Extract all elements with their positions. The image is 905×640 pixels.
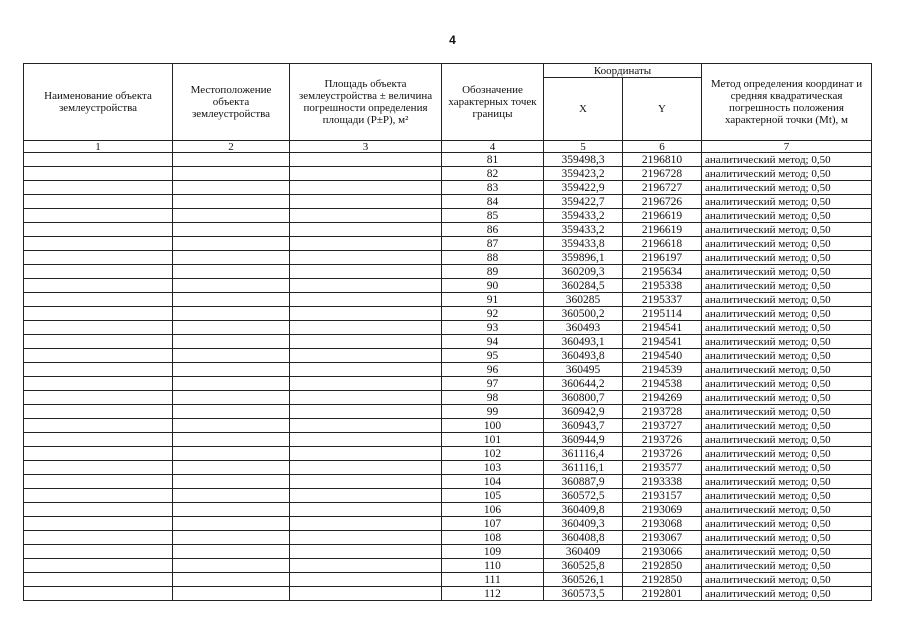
cell-location bbox=[173, 237, 290, 251]
column-number: 1 bbox=[24, 141, 173, 153]
table-row bbox=[24, 503, 872, 517]
cell-point: 96 bbox=[442, 363, 544, 377]
cell-area bbox=[290, 517, 442, 531]
header-x: X bbox=[544, 78, 623, 141]
cell-area bbox=[290, 433, 442, 447]
cell-location bbox=[173, 195, 290, 209]
cell-x: 360285 bbox=[544, 293, 623, 307]
cell-area bbox=[290, 349, 442, 363]
table-header bbox=[24, 64, 872, 153]
column-number: 2 bbox=[173, 141, 290, 153]
cell-point: 85 bbox=[442, 209, 544, 223]
cell-method: аналитический метод; 0,50 bbox=[702, 377, 872, 391]
cell-object-name bbox=[24, 587, 173, 601]
cell-location bbox=[173, 461, 290, 475]
cell-area bbox=[290, 335, 442, 349]
cell-object-name bbox=[24, 573, 173, 587]
cell-location bbox=[173, 447, 290, 461]
cell-y: 2192801 bbox=[623, 587, 702, 601]
cell-y: 2194541 bbox=[623, 321, 702, 335]
header-object-name: Наименование объекта землеустройства bbox=[24, 64, 173, 141]
cell-area bbox=[290, 363, 442, 377]
header-method: Метод определения координат и средняя квадратическая погрешность положения характерной точки (Mt), м bbox=[702, 64, 872, 141]
cell-method: аналитический метод; 0,50 bbox=[702, 181, 872, 195]
cell-method: аналитический метод; 0,50 bbox=[702, 265, 872, 279]
cell-object-name bbox=[24, 321, 173, 335]
table-row bbox=[24, 321, 872, 335]
column-number: 7 bbox=[702, 141, 872, 153]
cell-area bbox=[290, 405, 442, 419]
cell-y: 2195338 bbox=[623, 279, 702, 293]
table-row bbox=[24, 419, 872, 433]
header-y: Y bbox=[623, 78, 702, 141]
cell-x: 360209,3 bbox=[544, 265, 623, 279]
cell-area bbox=[290, 545, 442, 559]
cell-object-name bbox=[24, 293, 173, 307]
cell-object-name bbox=[24, 405, 173, 419]
cell-x: 360942,9 bbox=[544, 405, 623, 419]
cell-point: 92 bbox=[442, 307, 544, 321]
cell-object-name bbox=[24, 307, 173, 321]
cell-object-name bbox=[24, 559, 173, 573]
cell-object-name bbox=[24, 475, 173, 489]
cell-area bbox=[290, 531, 442, 545]
cell-y: 2193728 bbox=[623, 405, 702, 419]
table-row bbox=[24, 251, 872, 265]
cell-x: 360525,8 bbox=[544, 559, 623, 573]
cell-x: 360572,5 bbox=[544, 489, 623, 503]
table-row bbox=[24, 475, 872, 489]
cell-area bbox=[290, 293, 442, 307]
cell-point: 93 bbox=[442, 321, 544, 335]
column-number: 5 bbox=[544, 141, 623, 153]
column-number: 6 bbox=[623, 141, 702, 153]
cell-x: 360644,2 bbox=[544, 377, 623, 391]
cell-method: аналитический метод; 0,50 bbox=[702, 307, 872, 321]
cell-y: 2193338 bbox=[623, 475, 702, 489]
cell-location bbox=[173, 419, 290, 433]
cell-area bbox=[290, 377, 442, 391]
cell-method: аналитический метод; 0,50 bbox=[702, 517, 872, 531]
cell-y: 2192850 bbox=[623, 573, 702, 587]
cell-point: 97 bbox=[442, 377, 544, 391]
cell-area bbox=[290, 209, 442, 223]
cell-x: 360800,7 bbox=[544, 391, 623, 405]
cell-x: 360500,2 bbox=[544, 307, 623, 321]
cell-point: 86 bbox=[442, 223, 544, 237]
cell-y: 2196618 bbox=[623, 237, 702, 251]
cell-y: 2193726 bbox=[623, 433, 702, 447]
cell-object-name bbox=[24, 335, 173, 349]
cell-method: аналитический метод; 0,50 bbox=[702, 335, 872, 349]
table-row bbox=[24, 531, 872, 545]
cell-y: 2196619 bbox=[623, 223, 702, 237]
page-number: 4 bbox=[449, 33, 456, 47]
cell-method: аналитический метод; 0,50 bbox=[702, 321, 872, 335]
cell-point: 109 bbox=[442, 545, 544, 559]
cell-object-name bbox=[24, 181, 173, 195]
cell-object-name bbox=[24, 265, 173, 279]
header-area: Площадь объекта землеустройства ± величина погрешности определения площади (P±P), м² bbox=[290, 64, 442, 141]
cell-object-name bbox=[24, 419, 173, 433]
cell-method: аналитический метод; 0,50 bbox=[702, 195, 872, 209]
cell-location bbox=[173, 475, 290, 489]
cell-point: 82 bbox=[442, 167, 544, 181]
cell-y: 2195114 bbox=[623, 307, 702, 321]
cell-location bbox=[173, 377, 290, 391]
cell-area bbox=[290, 587, 442, 601]
cell-object-name bbox=[24, 377, 173, 391]
cell-x: 360409 bbox=[544, 545, 623, 559]
cell-location bbox=[173, 517, 290, 531]
table-row bbox=[24, 461, 872, 475]
cell-y: 2194269 bbox=[623, 391, 702, 405]
cell-y: 2196197 bbox=[623, 251, 702, 265]
cell-location bbox=[173, 349, 290, 363]
cell-location bbox=[173, 167, 290, 181]
cell-object-name bbox=[24, 503, 173, 517]
table-row bbox=[24, 587, 872, 601]
cell-object-name bbox=[24, 167, 173, 181]
cell-x: 359422,9 bbox=[544, 181, 623, 195]
cell-x: 359433,2 bbox=[544, 209, 623, 223]
cell-location bbox=[173, 559, 290, 573]
cell-object-name bbox=[24, 237, 173, 251]
cell-y: 2193577 bbox=[623, 461, 702, 475]
cell-object-name bbox=[24, 545, 173, 559]
cell-method: аналитический метод; 0,50 bbox=[702, 433, 872, 447]
table-row bbox=[24, 335, 872, 349]
cell-location bbox=[173, 587, 290, 601]
cell-method: аналитический метод; 0,50 bbox=[702, 573, 872, 587]
cell-area bbox=[290, 279, 442, 293]
cell-point: 95 bbox=[442, 349, 544, 363]
table-row bbox=[24, 181, 872, 195]
cell-area bbox=[290, 223, 442, 237]
coordinates-table bbox=[23, 63, 872, 601]
table-row bbox=[24, 153, 872, 167]
cell-point: 88 bbox=[442, 251, 544, 265]
table-row bbox=[24, 209, 872, 223]
cell-area bbox=[290, 237, 442, 251]
cell-y: 2193068 bbox=[623, 517, 702, 531]
cell-method: аналитический метод; 0,50 bbox=[702, 167, 872, 181]
cell-method: аналитический метод; 0,50 bbox=[702, 391, 872, 405]
cell-point: 89 bbox=[442, 265, 544, 279]
cell-point: 111 bbox=[442, 573, 544, 587]
cell-area bbox=[290, 419, 442, 433]
cell-y: 2194538 bbox=[623, 377, 702, 391]
cell-x: 360493 bbox=[544, 321, 623, 335]
cell-location bbox=[173, 433, 290, 447]
column-number: 4 bbox=[442, 141, 544, 153]
cell-point: 98 bbox=[442, 391, 544, 405]
cell-x: 359423,2 bbox=[544, 167, 623, 181]
cell-method: аналитический метод; 0,50 bbox=[702, 293, 872, 307]
cell-area bbox=[290, 307, 442, 321]
cell-point: 106 bbox=[442, 503, 544, 517]
cell-point: 84 bbox=[442, 195, 544, 209]
cell-location bbox=[173, 223, 290, 237]
header-location: Местоположение объекта землеустройства bbox=[173, 64, 290, 141]
cell-method: аналитический метод; 0,50 bbox=[702, 405, 872, 419]
table-row bbox=[24, 293, 872, 307]
cell-point: 91 bbox=[442, 293, 544, 307]
cell-method: аналитический метод; 0,50 bbox=[702, 363, 872, 377]
cell-area bbox=[290, 475, 442, 489]
cell-method: аналитический метод; 0,50 bbox=[702, 349, 872, 363]
cell-object-name bbox=[24, 363, 173, 377]
cell-y: 2196728 bbox=[623, 167, 702, 181]
cell-location bbox=[173, 307, 290, 321]
cell-point: 101 bbox=[442, 433, 544, 447]
cell-point: 99 bbox=[442, 405, 544, 419]
table-row bbox=[24, 223, 872, 237]
cell-area bbox=[290, 573, 442, 587]
cell-y: 2193727 bbox=[623, 419, 702, 433]
cell-x: 359896,1 bbox=[544, 251, 623, 265]
cell-location bbox=[173, 391, 290, 405]
cell-point: 103 bbox=[442, 461, 544, 475]
cell-x: 359433,2 bbox=[544, 223, 623, 237]
cell-y: 2194541 bbox=[623, 335, 702, 349]
header-point: Обозначение характерных точек границы bbox=[442, 64, 544, 141]
cell-point: 107 bbox=[442, 517, 544, 531]
cell-y: 2192850 bbox=[623, 559, 702, 573]
cell-y: 2195337 bbox=[623, 293, 702, 307]
cell-location bbox=[173, 265, 290, 279]
cell-area bbox=[290, 167, 442, 181]
cell-x: 360409,3 bbox=[544, 517, 623, 531]
table-row bbox=[24, 279, 872, 293]
cell-method: аналитический метод; 0,50 bbox=[702, 461, 872, 475]
cell-area bbox=[290, 251, 442, 265]
cell-object-name bbox=[24, 531, 173, 545]
cell-object-name bbox=[24, 153, 173, 167]
table-row bbox=[24, 391, 872, 405]
cell-point: 110 bbox=[442, 559, 544, 573]
cell-object-name bbox=[24, 447, 173, 461]
cell-area bbox=[290, 181, 442, 195]
cell-x: 360944,9 bbox=[544, 433, 623, 447]
cell-method: аналитический метод; 0,50 bbox=[702, 223, 872, 237]
cell-location bbox=[173, 405, 290, 419]
table-row bbox=[24, 349, 872, 363]
cell-x: 360493,8 bbox=[544, 349, 623, 363]
cell-method: аналитический метод; 0,50 bbox=[702, 279, 872, 293]
column-number-row bbox=[24, 141, 872, 153]
header-coordinates: Координаты bbox=[544, 64, 702, 78]
cell-object-name bbox=[24, 391, 173, 405]
cell-object-name bbox=[24, 251, 173, 265]
cell-location bbox=[173, 293, 290, 307]
cell-point: 102 bbox=[442, 447, 544, 461]
cell-location bbox=[173, 363, 290, 377]
cell-x: 360526,1 bbox=[544, 573, 623, 587]
cell-object-name bbox=[24, 279, 173, 293]
cell-x: 360495 bbox=[544, 363, 623, 377]
cell-y: 2193069 bbox=[623, 503, 702, 517]
cell-x: 360493,1 bbox=[544, 335, 623, 349]
cell-x: 360409,8 bbox=[544, 503, 623, 517]
cell-area bbox=[290, 447, 442, 461]
cell-point: 108 bbox=[442, 531, 544, 545]
cell-y: 2193157 bbox=[623, 489, 702, 503]
cell-area bbox=[290, 461, 442, 475]
cell-point: 90 bbox=[442, 279, 544, 293]
cell-area bbox=[290, 153, 442, 167]
cell-location bbox=[173, 335, 290, 349]
cell-location bbox=[173, 545, 290, 559]
cell-x: 360573,5 bbox=[544, 587, 623, 601]
table-row bbox=[24, 433, 872, 447]
cell-method: аналитический метод; 0,50 bbox=[702, 531, 872, 545]
cell-area bbox=[290, 321, 442, 335]
cell-y: 2194540 bbox=[623, 349, 702, 363]
cell-point: 100 bbox=[442, 419, 544, 433]
cell-area bbox=[290, 391, 442, 405]
cell-location bbox=[173, 251, 290, 265]
cell-area bbox=[290, 559, 442, 573]
cell-point: 81 bbox=[442, 153, 544, 167]
table-row bbox=[24, 363, 872, 377]
cell-object-name bbox=[24, 349, 173, 363]
cell-y: 2193067 bbox=[623, 531, 702, 545]
table-row bbox=[24, 307, 872, 321]
cell-x: 359498,3 bbox=[544, 153, 623, 167]
cell-point: 112 bbox=[442, 587, 544, 601]
cell-method: аналитический метод; 0,50 bbox=[702, 545, 872, 559]
cell-method: аналитический метод; 0,50 bbox=[702, 503, 872, 517]
cell-y: 2196727 bbox=[623, 181, 702, 195]
cell-y: 2196810 bbox=[623, 153, 702, 167]
cell-x: 359433,8 bbox=[544, 237, 623, 251]
cell-object-name bbox=[24, 489, 173, 503]
cell-method: аналитический метод; 0,50 bbox=[702, 251, 872, 265]
cell-area bbox=[290, 489, 442, 503]
table-row bbox=[24, 545, 872, 559]
cell-method: аналитический метод; 0,50 bbox=[702, 559, 872, 573]
cell-object-name bbox=[24, 433, 173, 447]
cell-location bbox=[173, 531, 290, 545]
cell-location bbox=[173, 503, 290, 517]
cell-method: аналитический метод; 0,50 bbox=[702, 209, 872, 223]
cell-location bbox=[173, 573, 290, 587]
cell-method: аналитический метод; 0,50 bbox=[702, 153, 872, 167]
table-row bbox=[24, 573, 872, 587]
cell-area bbox=[290, 265, 442, 279]
cell-object-name bbox=[24, 461, 173, 475]
cell-y: 2196619 bbox=[623, 209, 702, 223]
cell-object-name bbox=[24, 209, 173, 223]
cell-object-name bbox=[24, 517, 173, 531]
table-row bbox=[24, 559, 872, 573]
cell-method: аналитический метод; 0,50 bbox=[702, 587, 872, 601]
cell-object-name bbox=[24, 223, 173, 237]
cell-area bbox=[290, 195, 442, 209]
cell-point: 83 bbox=[442, 181, 544, 195]
table-row bbox=[24, 265, 872, 279]
cell-y: 2193066 bbox=[623, 545, 702, 559]
cell-location bbox=[173, 489, 290, 503]
table-row bbox=[24, 167, 872, 181]
cell-object-name bbox=[24, 195, 173, 209]
cell-y: 2194539 bbox=[623, 363, 702, 377]
cell-location bbox=[173, 279, 290, 293]
cell-y: 2195634 bbox=[623, 265, 702, 279]
cell-point: 104 bbox=[442, 475, 544, 489]
column-number: 3 bbox=[290, 141, 442, 153]
cell-y: 2196726 bbox=[623, 195, 702, 209]
table-row bbox=[24, 377, 872, 391]
table-row bbox=[24, 237, 872, 251]
table-row bbox=[24, 447, 872, 461]
cell-x: 360284,5 bbox=[544, 279, 623, 293]
cell-method: аналитический метод; 0,50 bbox=[702, 447, 872, 461]
table-row bbox=[24, 517, 872, 531]
cell-location bbox=[173, 153, 290, 167]
table-row bbox=[24, 489, 872, 503]
cell-method: аналитический метод; 0,50 bbox=[702, 237, 872, 251]
cell-method: аналитический метод; 0,50 bbox=[702, 475, 872, 489]
table-row bbox=[24, 195, 872, 209]
cell-x: 361116,1 bbox=[544, 461, 623, 475]
cell-point: 105 bbox=[442, 489, 544, 503]
cell-location bbox=[173, 321, 290, 335]
cell-point: 87 bbox=[442, 237, 544, 251]
cell-point: 94 bbox=[442, 335, 544, 349]
cell-area bbox=[290, 503, 442, 517]
cell-y: 2193726 bbox=[623, 447, 702, 461]
cell-x: 359422,7 bbox=[544, 195, 623, 209]
cell-location bbox=[173, 181, 290, 195]
cell-location bbox=[173, 209, 290, 223]
cell-x: 360408,8 bbox=[544, 531, 623, 545]
cell-x: 360943,7 bbox=[544, 419, 623, 433]
cell-method: аналитический метод; 0,50 bbox=[702, 489, 872, 503]
cell-x: 360887,9 bbox=[544, 475, 623, 489]
cell-x: 361116,4 bbox=[544, 447, 623, 461]
cell-method: аналитический метод; 0,50 bbox=[702, 419, 872, 433]
table-body bbox=[24, 153, 872, 601]
table-row bbox=[24, 405, 872, 419]
